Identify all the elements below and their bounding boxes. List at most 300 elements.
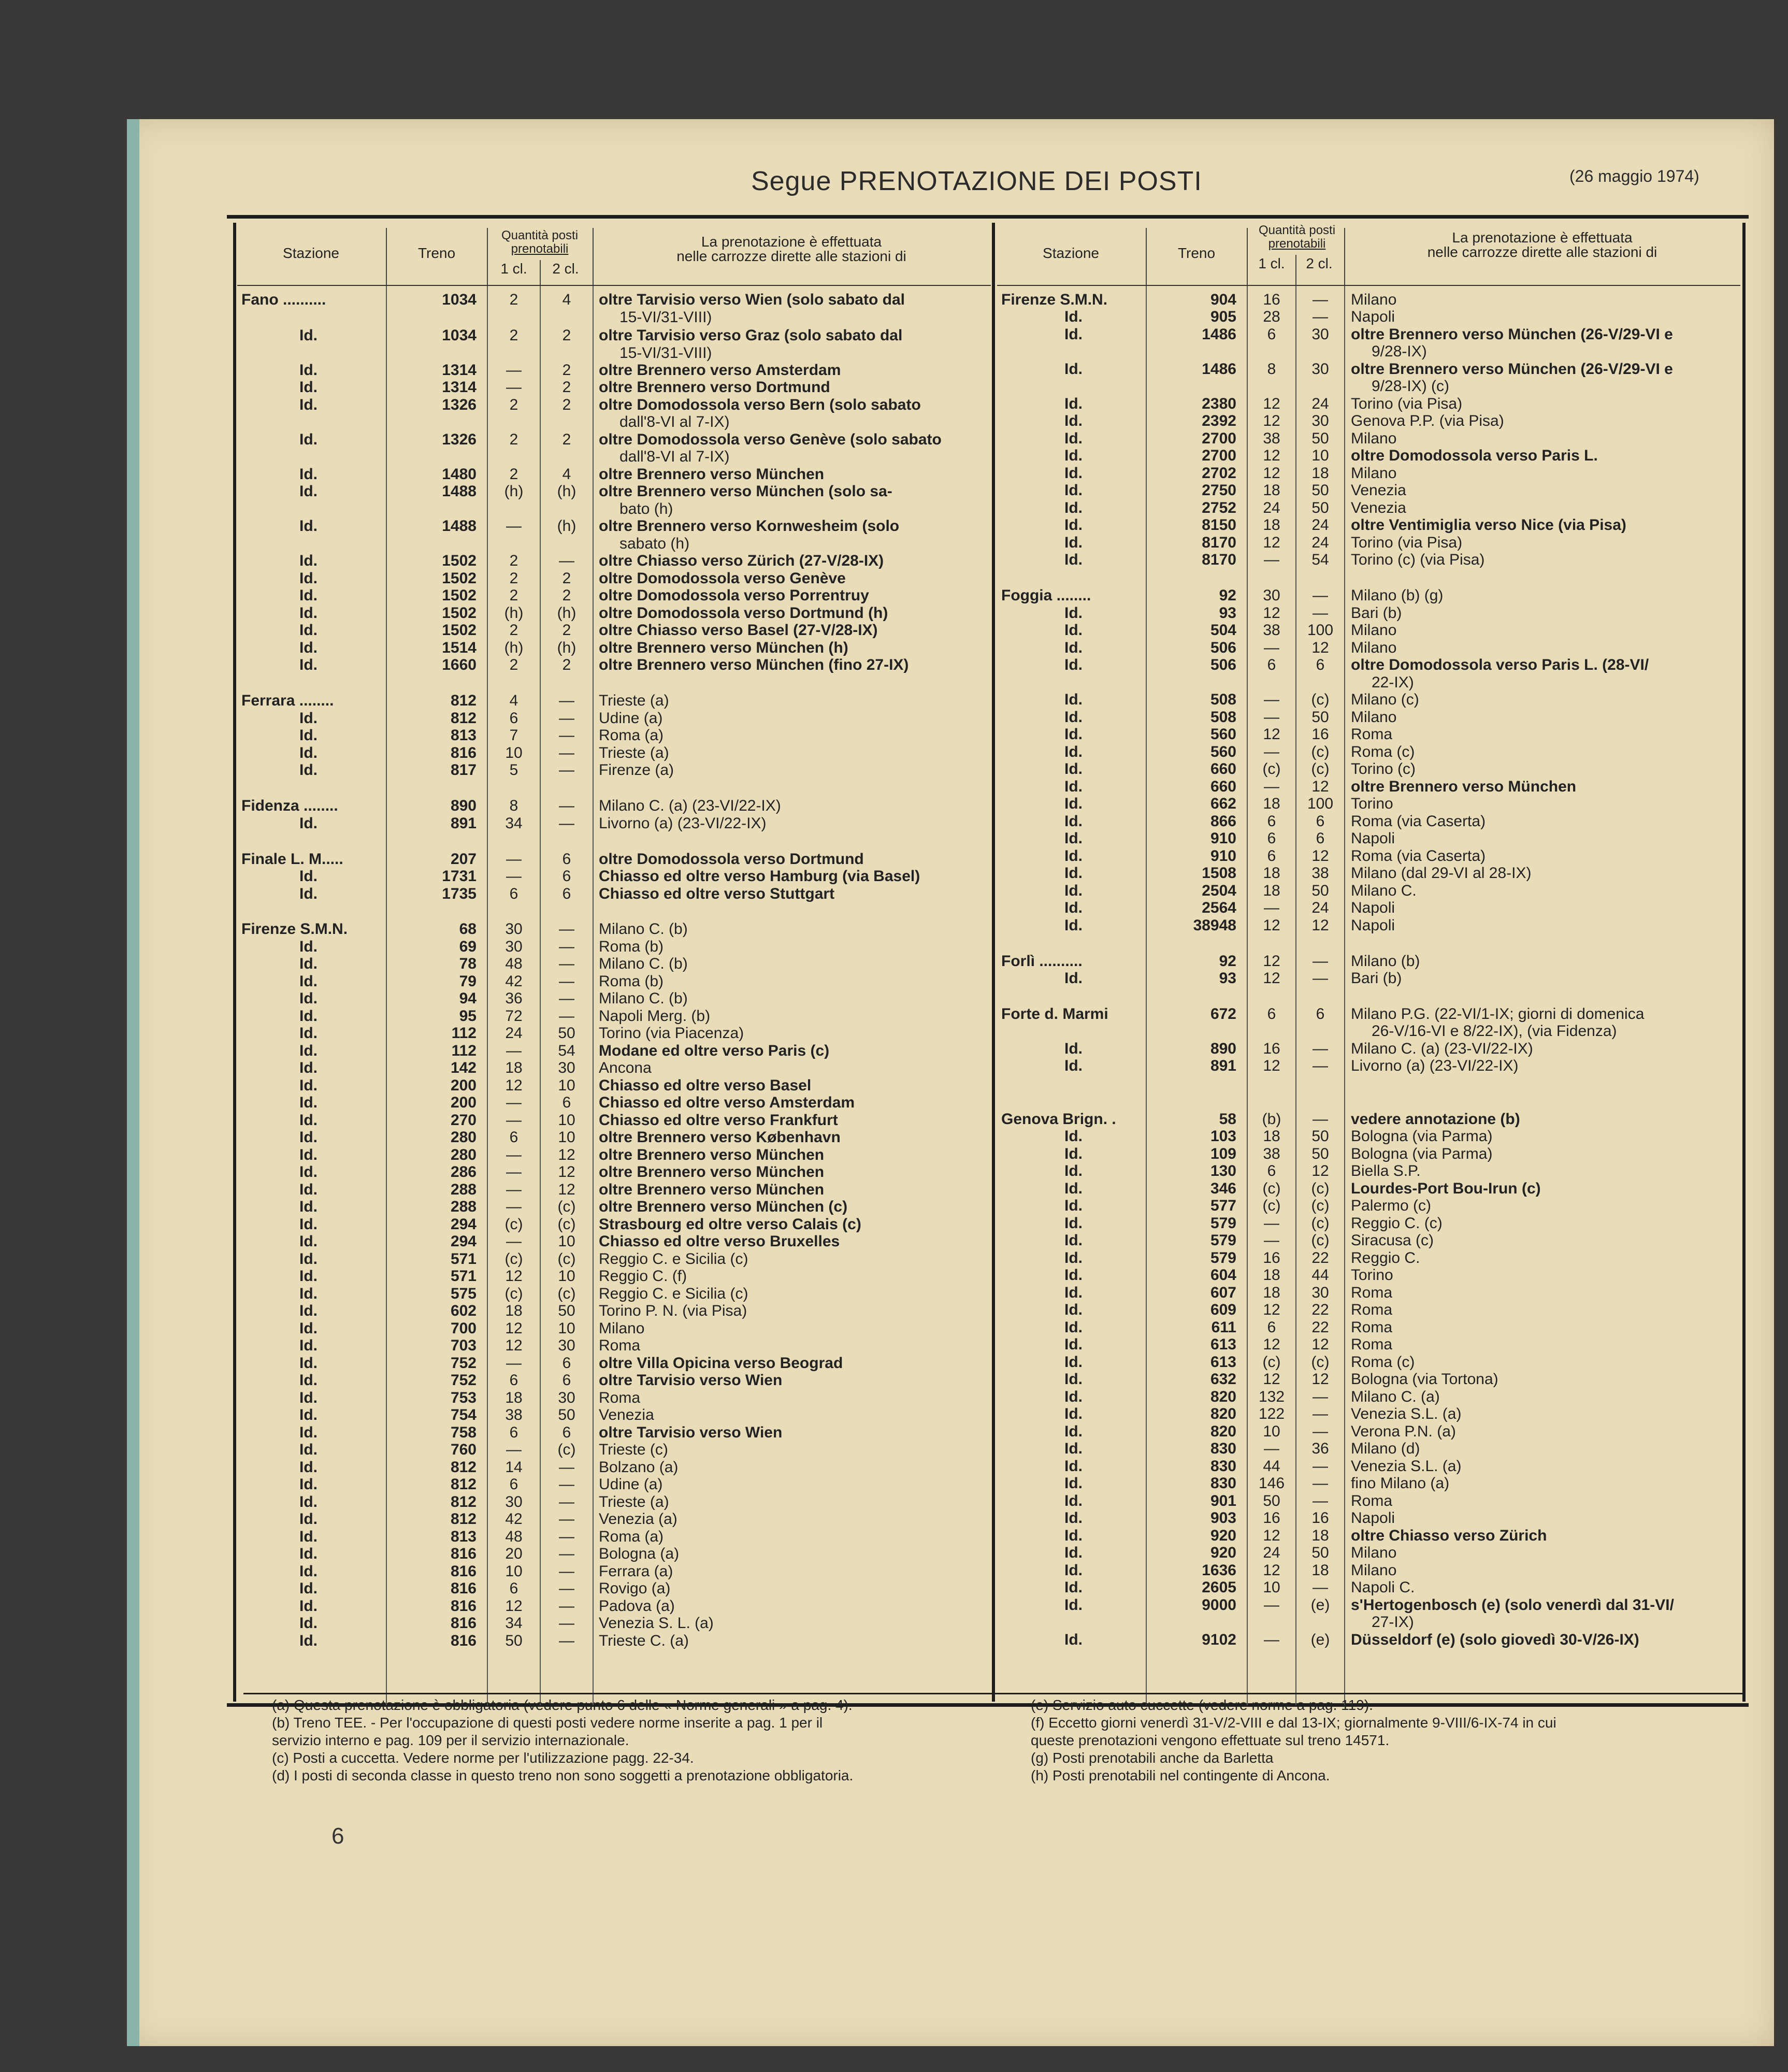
second-class-cell: 100: [1307, 795, 1334, 813]
second-class-cell: 2: [562, 569, 571, 587]
first-class-cell: 2: [509, 569, 518, 587]
station-cell: Id.: [1064, 1353, 1083, 1371]
destination-cell: Napoli: [1351, 899, 1395, 917]
footnote-line: queste prenotazioni vengono effettuate sul treno 14571.: [1031, 1732, 1390, 1748]
second-class-cell: —: [1313, 291, 1328, 308]
destination-cell: Roma (c): [1351, 743, 1415, 760]
train-cell: 577: [1210, 1197, 1236, 1215]
table-row: [237, 1615, 991, 1632]
train-cell: 910: [1210, 830, 1236, 847]
destination-cell: oltre Domodossola verso Dortmund: [599, 850, 864, 868]
second-class-cell: —: [559, 1476, 574, 1493]
first-class-cell: 12: [505, 1319, 523, 1337]
destination-cell: oltre Brennero verso Dortmund: [599, 379, 830, 396]
destination-cell: oltre Tarvisio verso Wien: [599, 1423, 783, 1441]
train-cell: 817: [450, 761, 477, 779]
second-class-cell: 30: [1311, 412, 1329, 430]
destination-cell: Bari (b): [1351, 604, 1402, 622]
first-class-cell: 72: [505, 1007, 523, 1025]
table-row: [997, 639, 1740, 657]
destination-cell: oltre Brennero verso München (26-V/29-VI e: [1351, 325, 1673, 343]
train-cell: 662: [1210, 795, 1236, 813]
train-cell: 1326: [442, 396, 477, 413]
table-row: [237, 1094, 991, 1112]
station-cell: Id.: [299, 1319, 318, 1337]
station-cell: Id.: [1064, 1301, 1083, 1319]
second-class-cell: 10: [558, 1233, 575, 1250]
first-class-cell: 38: [1263, 1145, 1280, 1162]
station-cell: Id.: [299, 326, 318, 344]
second-class-cell: (c): [1311, 743, 1330, 760]
table-row: [997, 1371, 1740, 1388]
table-row: [997, 1458, 1740, 1475]
destination-cell: Milano (dal 29-VI al 28-IX): [1351, 865, 1532, 882]
table-row: [997, 691, 1740, 709]
first-class-cell: 12: [505, 1337, 523, 1355]
footnote-line: (c) Posti a cuccetta. Vedere norme per l'utilizzazione pagg. 22-34.: [272, 1750, 694, 1766]
train-cell: 2702: [1202, 464, 1236, 482]
table-row: [237, 1372, 991, 1389]
second-class-cell: —: [559, 1632, 574, 1649]
destination-cell: Lourdes-Port Bou-Irun (c): [1351, 1179, 1541, 1197]
first-class-cell: —: [506, 1181, 522, 1198]
destination-cell: Reggio C. (f): [599, 1268, 687, 1285]
table-row: [997, 1319, 1740, 1336]
destination-cell: oltre Brennero verso München: [599, 1181, 825, 1198]
first-class-cell: —: [506, 379, 522, 396]
station-cell: Id.: [1064, 726, 1083, 743]
train-cell: 660: [1210, 760, 1236, 778]
destination-cell: Livorno (a) (23-VI/22-IX): [1351, 1057, 1519, 1075]
destination-cell: Roma: [1351, 1318, 1393, 1336]
first-class-cell: 30: [505, 920, 523, 938]
footnote-line: (f) Eccetto giorni venerdì 31-V/2-VIII e dal 13-IX; giornalmente 9-VIII/6-IX-74 in cui: [1031, 1715, 1556, 1731]
station-cell: Id.: [1064, 1145, 1083, 1162]
station-cell: Id.: [1064, 1249, 1083, 1267]
first-class-cell: (b): [1262, 1110, 1281, 1128]
station-cell: Id.: [1064, 395, 1083, 412]
table-row: [237, 990, 991, 1008]
station-cell: Id.: [1064, 1371, 1083, 1388]
train-cell: 506: [1210, 656, 1236, 674]
train-cell: 1034: [442, 326, 477, 344]
table-row: [237, 1389, 991, 1407]
table-row: [997, 395, 1740, 413]
destination-cell: Milano: [1351, 1544, 1397, 1562]
destination-cell: Trieste (a): [599, 1493, 669, 1510]
first-class-cell: 34: [505, 814, 523, 832]
train-cell: 1480: [442, 465, 477, 483]
destination-cell: Bologna (via Parma): [1351, 1145, 1493, 1162]
station-cell: Id.: [299, 1458, 318, 1476]
first-class-cell: 18: [1263, 795, 1280, 813]
header-second-class: 2 cl.: [1306, 255, 1333, 271]
first-class-cell: 2: [509, 326, 518, 344]
train-cell: 579: [1210, 1232, 1236, 1249]
table-row: [997, 813, 1740, 830]
second-class-cell: —: [1313, 1040, 1328, 1057]
table-row: [997, 1631, 1740, 1649]
table-row: [237, 1424, 991, 1442]
second-class-cell: —: [1313, 1579, 1328, 1596]
station-cell: Id.: [1064, 1475, 1083, 1492]
station-cell: Id.: [299, 552, 318, 570]
train-cell: 830: [1210, 1440, 1236, 1458]
first-class-cell: 48: [505, 1528, 523, 1545]
table-row: [997, 1388, 1740, 1406]
table-row: [237, 851, 991, 868]
station-cell: Id.: [1064, 970, 1083, 987]
destination-cell: Milano C. (b): [599, 955, 688, 973]
table-row: [997, 378, 1740, 395]
destination-cell: Roma (a): [599, 727, 664, 744]
second-class-cell: 24: [1311, 516, 1329, 534]
first-class-cell: —: [506, 1146, 522, 1163]
second-class-cell: 100: [1307, 622, 1334, 639]
second-class-cell: 50: [558, 1025, 575, 1042]
train-cell: 2750: [1202, 482, 1236, 499]
station-cell: Id.: [299, 1545, 318, 1563]
second-class-cell: 2: [562, 430, 571, 448]
station-cell: Id.: [299, 1042, 318, 1059]
destination-cell: Chiasso ed oltre verso Basel: [599, 1076, 812, 1094]
station-cell: Id.: [299, 1129, 318, 1146]
train-cell: 130: [1210, 1162, 1236, 1180]
destination-cell: oltre Brennero verso München (h): [599, 639, 848, 656]
station-cell: Id.: [299, 814, 318, 832]
table-row: [237, 797, 991, 815]
train-cell: 504: [1210, 622, 1236, 639]
first-class-cell: (h): [504, 639, 524, 656]
first-class-cell: 6: [509, 1372, 518, 1389]
second-class-cell: 30: [558, 1337, 575, 1355]
table-row: [997, 760, 1740, 778]
train-cell: 890: [1210, 1040, 1236, 1057]
train-cell: 812: [450, 709, 477, 727]
second-class-cell: —: [1313, 952, 1328, 970]
table-row: [997, 343, 1740, 361]
destination-cell: Milano: [1351, 464, 1397, 482]
table-row: [237, 885, 991, 903]
second-class-cell: 2: [562, 361, 571, 379]
destination-cell: Bologna (a): [599, 1545, 680, 1563]
station-cell: Forlì ..........: [1001, 952, 1083, 970]
train-cell: 1486: [1202, 325, 1236, 343]
header-seats-sub: prenotabili: [511, 242, 569, 256]
train-cell: 103: [1210, 1128, 1236, 1145]
destination-cell: 15-VI/31-VIII): [619, 344, 712, 362]
train-cell: 68: [459, 920, 477, 938]
train-cell: 78: [459, 955, 477, 973]
first-class-cell: 2: [509, 622, 518, 639]
station-cell: Id.: [299, 744, 318, 761]
table-row: [997, 1128, 1740, 1145]
second-class-cell: 2: [562, 396, 571, 413]
table-row: [997, 1527, 1740, 1545]
first-class-cell: 2: [509, 587, 518, 605]
destination-cell: Milano: [1351, 429, 1397, 447]
train-cell: 294: [450, 1233, 477, 1250]
table-row: [997, 308, 1740, 326]
first-class-cell: 10: [1263, 1422, 1280, 1440]
first-class-cell: 12: [1263, 970, 1280, 987]
station-cell: Id.: [1064, 1284, 1083, 1301]
first-class-cell: 18: [1263, 1128, 1280, 1145]
first-class-cell: 12: [1263, 1527, 1280, 1544]
footnote-line: (b) Treno TEE. - Per l'occupazione di questi posti vedere norme inserite a pag. 1 per il: [272, 1715, 823, 1731]
destination-cell: oltre Brennero verso München: [599, 1146, 825, 1163]
first-class-cell: 30: [505, 1493, 523, 1510]
table-row: [237, 1302, 991, 1320]
destination-cell: oltre Tarvisio verso Graz (solo sabato dal: [599, 326, 903, 344]
first-class-cell: (c): [1262, 760, 1281, 778]
second-class-cell: 2: [562, 622, 571, 639]
first-class-cell: 12: [1263, 1336, 1280, 1354]
first-class-cell: 12: [1263, 604, 1280, 622]
second-class-cell: —: [1313, 1422, 1328, 1440]
table-row: [997, 1579, 1740, 1596]
first-class-cell: (h): [504, 604, 524, 622]
destination-cell: Livorno (a) (23-VI/22-IX): [599, 814, 767, 832]
second-class-cell: 24: [1311, 395, 1329, 412]
second-class-cell: 16: [1311, 726, 1329, 743]
table-row: [997, 1405, 1740, 1423]
station-cell: Id.: [299, 430, 318, 448]
footnotes-left: [272, 1696, 853, 1785]
first-class-cell: (c): [504, 1250, 523, 1268]
destination-cell: oltre Villa Opicina verso Beograd: [599, 1354, 843, 1372]
station-cell: Id.: [299, 938, 318, 955]
first-class-cell: 18: [505, 1389, 523, 1406]
train-cell: 700: [450, 1319, 477, 1337]
table-row: [237, 466, 991, 483]
table-row: [997, 656, 1740, 674]
station-cell: Id.: [1064, 1579, 1083, 1596]
station-cell: Id.: [1064, 604, 1083, 622]
first-class-cell: 38: [1263, 622, 1280, 639]
table-row: [237, 1406, 991, 1424]
first-class-cell: —: [1264, 899, 1279, 917]
table-row: [997, 1301, 1740, 1319]
train-cell: 506: [1210, 639, 1236, 656]
second-class-cell: (c): [1311, 1179, 1330, 1197]
train-cell: 812: [450, 1458, 477, 1476]
table-row: [237, 517, 991, 535]
destination-cell: Roma (a): [599, 1528, 664, 1545]
first-class-cell: 44: [1263, 1457, 1280, 1475]
table-row: [237, 362, 991, 379]
station-cell: Id.: [1064, 622, 1083, 639]
destination-cell: dall'8-VI al 7-IX): [619, 448, 730, 466]
station-cell: Id.: [299, 1389, 318, 1406]
first-class-cell: 12: [1263, 1057, 1280, 1075]
train-cell: 2700: [1202, 447, 1236, 465]
train-cell: 207: [450, 850, 477, 868]
page-title: Segue PRENOTAZIONE DEI POSTI: [751, 166, 1202, 196]
destination-cell: Bologna (via Parma): [1351, 1128, 1493, 1145]
table-row: [237, 1320, 991, 1337]
second-class-cell: 6: [562, 1372, 571, 1389]
second-class-cell: —: [559, 990, 574, 1008]
destination-cell: Napoli: [1351, 1509, 1395, 1527]
first-class-cell: 10: [505, 744, 523, 761]
station-cell: Firenze S.M.N.: [241, 920, 348, 938]
station-cell: Id.: [299, 1406, 318, 1424]
first-class-cell: —: [506, 361, 522, 379]
second-class-cell: 22: [1311, 1301, 1329, 1319]
second-class-cell: (h): [557, 604, 576, 622]
table-row: [997, 534, 1740, 552]
table-row: [237, 1598, 991, 1615]
second-class-cell: —: [559, 727, 574, 744]
second-class-cell: —: [559, 1458, 574, 1476]
destination-cell: Venezia S. L. (a): [599, 1615, 714, 1632]
destination-cell: Verona P.N. (a): [1351, 1422, 1456, 1440]
table-row: [237, 327, 991, 344]
station-cell: Id.: [1064, 1527, 1083, 1544]
train-cell: 758: [450, 1423, 477, 1441]
table-row: [237, 920, 991, 938]
station-cell: Id.: [299, 1146, 318, 1163]
second-class-cell: 24: [1311, 899, 1329, 917]
second-class-cell: 2: [562, 379, 571, 396]
left-table-header: [237, 219, 991, 286]
train-cell: 1502: [442, 587, 477, 605]
second-class-cell: —: [559, 1545, 574, 1563]
station-cell: Id.: [1064, 760, 1083, 778]
destination-cell: Bolzano (a): [599, 1458, 679, 1476]
destination-cell: Chiasso ed oltre verso Hamburg (via Basel): [599, 868, 920, 885]
train-cell: 613: [1210, 1353, 1236, 1371]
first-class-cell: 38: [505, 1406, 523, 1424]
first-class-cell: —: [1264, 551, 1279, 569]
destination-cell: Genova P.P. (via Pisa): [1351, 412, 1504, 430]
first-class-cell: 12: [1263, 1371, 1280, 1388]
destination-cell: Ferrara (a): [599, 1562, 673, 1580]
first-class-cell: 5: [509, 761, 518, 779]
train-cell: 812: [450, 1476, 477, 1493]
station-cell: Id.: [299, 972, 318, 990]
destination-cell: Chiasso ed oltre verso Frankfurt: [599, 1111, 838, 1129]
station-cell: Id.: [299, 604, 318, 622]
station-cell: Id.: [299, 1198, 318, 1216]
station-cell: Id.: [299, 1580, 318, 1598]
table-row: [997, 1162, 1740, 1180]
footnote-line: (d) I posti di seconda classe in questo treno non sono soggetti a prenotazione obbligatoria.: [272, 1767, 854, 1783]
station-cell: Id.: [1064, 1561, 1083, 1579]
table-row: [997, 743, 1740, 761]
destination-cell: Napoli Merg. (b): [599, 1007, 711, 1025]
train-cell: 94: [459, 990, 477, 1008]
second-class-cell: 6: [1316, 830, 1325, 847]
first-class-cell: 18: [1263, 865, 1280, 882]
table-row: [997, 1145, 1740, 1163]
second-class-cell: —: [559, 744, 574, 761]
first-class-cell: 122: [1258, 1405, 1285, 1423]
table-row: [237, 1355, 991, 1372]
station-cell: Id.: [1064, 1162, 1083, 1180]
table-row: [997, 587, 1740, 605]
first-class-cell: —: [506, 1198, 522, 1216]
station-cell: Id.: [299, 1510, 318, 1528]
station-cell: Id.: [299, 639, 318, 656]
table-row: [997, 1180, 1740, 1198]
second-class-cell: 6: [562, 1354, 571, 1372]
destination-cell: sabato (h): [619, 535, 690, 552]
first-class-cell: —: [1264, 639, 1279, 656]
train-cell: 1502: [442, 622, 477, 639]
destination-cell: oltre Brennero verso København: [599, 1129, 841, 1146]
destination-cell: oltre Domodossola verso Paris L. (28-VI/: [1351, 656, 1649, 674]
destination-cell: dall'8-VI al 7-IX): [619, 413, 730, 431]
second-class-cell: (c): [1311, 1232, 1330, 1249]
first-class-cell: 50: [1263, 1492, 1280, 1509]
second-class-cell: 18: [1311, 464, 1329, 482]
station-cell: Id.: [1064, 1267, 1083, 1284]
header-seats: Quantità posti: [1258, 223, 1336, 237]
second-class-cell: —: [1313, 1475, 1328, 1492]
table-row: [237, 744, 991, 762]
destination-cell: Roma: [599, 1337, 641, 1355]
train-cell: 812: [450, 692, 477, 710]
footnote-line: (g) Posti prenotabili anche da Barletta: [1031, 1750, 1274, 1766]
destination-cell: Venezia S.L. (a): [1351, 1405, 1462, 1423]
destination-cell: oltre Domodossola verso Bern (solo sabato: [599, 396, 921, 413]
first-class-cell: 10: [1263, 1579, 1280, 1596]
second-class-cell: —: [559, 1597, 574, 1615]
table-row: [237, 1198, 991, 1216]
second-class-cell: 24: [1311, 534, 1329, 551]
second-class-cell: —: [559, 1510, 574, 1528]
right-table: [997, 219, 1740, 1705]
table-row: [237, 815, 991, 832]
station-cell: Forte d. Marmi: [1001, 1005, 1108, 1023]
destination-cell: Roma: [599, 1389, 641, 1406]
table-row: [997, 465, 1740, 482]
train-cell: 820: [1210, 1388, 1236, 1405]
train-cell: 8170: [1202, 534, 1236, 551]
train-cell: 904: [1210, 291, 1236, 308]
station-cell: Id.: [1064, 882, 1083, 899]
station-cell: Id.: [1064, 1057, 1083, 1075]
second-class-cell: —: [559, 938, 574, 955]
train-cell: 812: [450, 1510, 477, 1528]
second-class-cell: 50: [1311, 1544, 1329, 1562]
station-cell: Id.: [1064, 778, 1083, 795]
station-cell: Ferrara ........: [241, 692, 334, 710]
table-row: [997, 430, 1740, 448]
second-class-cell: 10: [558, 1319, 575, 1337]
second-class-cell: 6: [562, 850, 571, 868]
train-cell: 903: [1210, 1509, 1236, 1527]
destination-cell: 9/28-IX) (c): [1372, 378, 1450, 395]
station-cell: Id.: [1064, 708, 1083, 726]
train-cell: 1660: [442, 656, 477, 674]
train-cell: 1488: [442, 517, 477, 535]
destination-cell: Düsseldorf (e) (solo giovedì 30-V/26-IX): [1351, 1631, 1639, 1648]
destination-cell: Napoli: [1351, 308, 1395, 326]
station-cell: Id.: [1064, 1388, 1083, 1405]
destination-cell: Strasbourg ed oltre verso Calais (c): [599, 1215, 861, 1233]
train-cell: 905: [1210, 308, 1236, 326]
table-row: [237, 535, 991, 553]
second-class-cell: —: [1313, 1110, 1328, 1128]
second-class-cell: 16: [1311, 1509, 1329, 1527]
first-class-cell: 30: [505, 938, 523, 955]
train-cell: 890: [450, 797, 477, 815]
second-class-cell: —: [1313, 1388, 1328, 1405]
table-row: [997, 1249, 1740, 1267]
